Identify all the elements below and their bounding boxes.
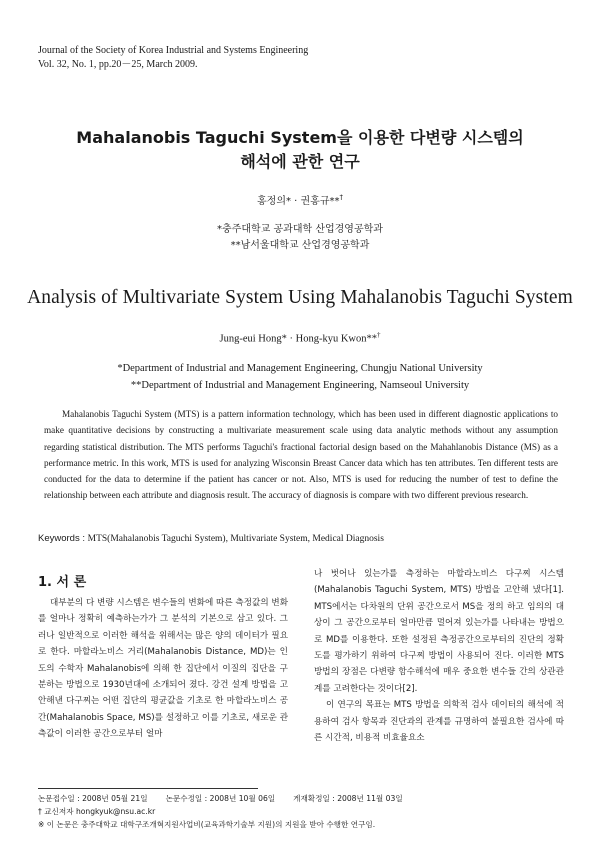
body-left-column (38, 595, 288, 743)
abstract: Mahalanobis Taguchi System (MTS) is a pattern information technology, which has been used in different diagnostic applications to make quantitative decisions by constructing a multivariate measurement scale using data analytic methods without any assumption regarding statistical distribution. The MTS performs Taguchi's fractional factorial design based on the Mahahlanobis Distance (MS) as a performance metric. In this work, MTS is used for analyzing Wisconsin Breast Cancer data which has ten attributes. Ten different tests are conducted for the data to determine if the patient has cancer or not. Also, MTS is used for reducing the number of test to define the relationship between each attribute and diagnosis result. The accuracy of diagnosis is compare with two different previous research. (44, 409, 558, 501)
footnotes (38, 792, 403, 831)
korean-authors (0, 192, 600, 207)
journal-header (38, 44, 308, 72)
body-paragraph: 대부분의 다 변량 시스템은 변수들의 변화에 따른 측정값의 변화를 얼마나 정확히 예측하는가가 그 분석의 기본으로 삼고 있다. 그러나 일반적으로 이러한 해석을 위해서는 많은 양의 데이터가 필요로 한다. 마할라노비스 거리(Mahalanobis Distance, MD)는 인도의 수학자 Mahalanobis에 의해 한 집단에서 이질의 집단을 구분하는 방법으로 1930년대에 소개되어 졌다. 강건 설계 방법을 고안해낸 다구찌는 어떤 집단의 평균값을 기초로 한 마할라노비스 공간(Mahalanobis Space, MS)를 설정하고 이를 기초로, 새로운 관측값이 이러한 공간으로부터 얼마 (38, 598, 288, 740)
korean-affiliations (0, 222, 600, 254)
body-paragraph: 이 연구의 목표는 MTS 방법을 의학적 검사 데이터의 해석에 적용하여 검사 항목과 진단과의 관계를 규명하여 불필요한 검사에 따른 시간적, 비용적 비효율요소 (314, 700, 564, 744)
keywords (38, 533, 384, 544)
english-authors (0, 331, 600, 345)
footnote-dates (38, 792, 403, 805)
english-authors-mark: † (377, 331, 381, 339)
corresponding-author: † 교신저자 hongkyuk@nsu.ac.kr (38, 807, 156, 816)
body-right-column (314, 566, 564, 746)
english-authors-names: Jung-eui Hong* · Hong-kyu Kwon** (219, 333, 377, 345)
korean-affiliation-1: *충주대학교 공과대학 산업경영공학과 (217, 224, 383, 235)
english-affiliations (0, 360, 600, 394)
korean-authors-names: 홍정의* · 권홍규** (257, 196, 340, 207)
received-date: 논문접수일 : 2008년 05월 21일 (38, 794, 148, 803)
journal-volume: Vol. 32, No. 1, pp.20－25, March 2009. (38, 59, 198, 70)
english-affiliation-2: **Department of Industrial and Management Engineering, Namseoul University (130, 380, 470, 391)
korean-authors-mark: † (339, 193, 343, 202)
section-heading: 1. 서 론 (38, 575, 87, 590)
footnote-divider (38, 788, 258, 789)
korean-title (0, 126, 600, 174)
keywords-text: MTS(Mahalanobis Taguchi System), Multivariate System, Medical Diagnosis (87, 534, 384, 544)
korean-title-line1: Mahalanobis Taguchi System을 이용한 다변량 시스템의 (76, 128, 524, 147)
keywords-label: Keywords : (38, 533, 88, 544)
korean-title-line2: 해석에 관한 연구 (240, 152, 360, 171)
funding-note: ※ 이 논문은 충주대학교 대학구조개혁지원사업비(교육과학기술부 지원)의 지원을 받아 수행한 연구임. (38, 820, 376, 829)
body-paragraph: 나 벗어나 있는가를 측정하는 마할라노비스 다구찌 시스템(Mahalanobis Taguchi System, MTS) 방법을 고안해 냈다[1]. MTS에서는 다차원의 단위 공간으로서 MS을 정의 하고 임의의 대상이 그 공간으로부터 얼마만큼 멀어져 있는가를 나타내는 방법으로 MD를 이용한다. 또한 설정된 측정공간으로부터의 진단의 정확도를 평가하기 위하여 다구찌 방법이 사용되어 진다. 이러한 MTS 방법의 장점은 다변량 함수해석에 매우 중요한 변수들 간의 상관관계를 고려한다는 것이다[2]. (314, 569, 564, 694)
revised-date: 논문수정일 : 2008년 10월 06일 (165, 794, 276, 803)
journal-name: Journal of the Society of Korea Industrial and Systems Engineering (38, 45, 309, 56)
english-title: Analysis of Multivariate System Using Mahalanobis Taguchi System (27, 287, 573, 308)
accepted-date: 게재확정일 : 2008년 11월 03일 (293, 794, 403, 803)
korean-affiliation-2: **남서울대학교 산업경영공학과 (230, 240, 370, 251)
english-affiliation-1: *Department of Industrial and Management Engineering, Chungju National University (117, 363, 483, 374)
